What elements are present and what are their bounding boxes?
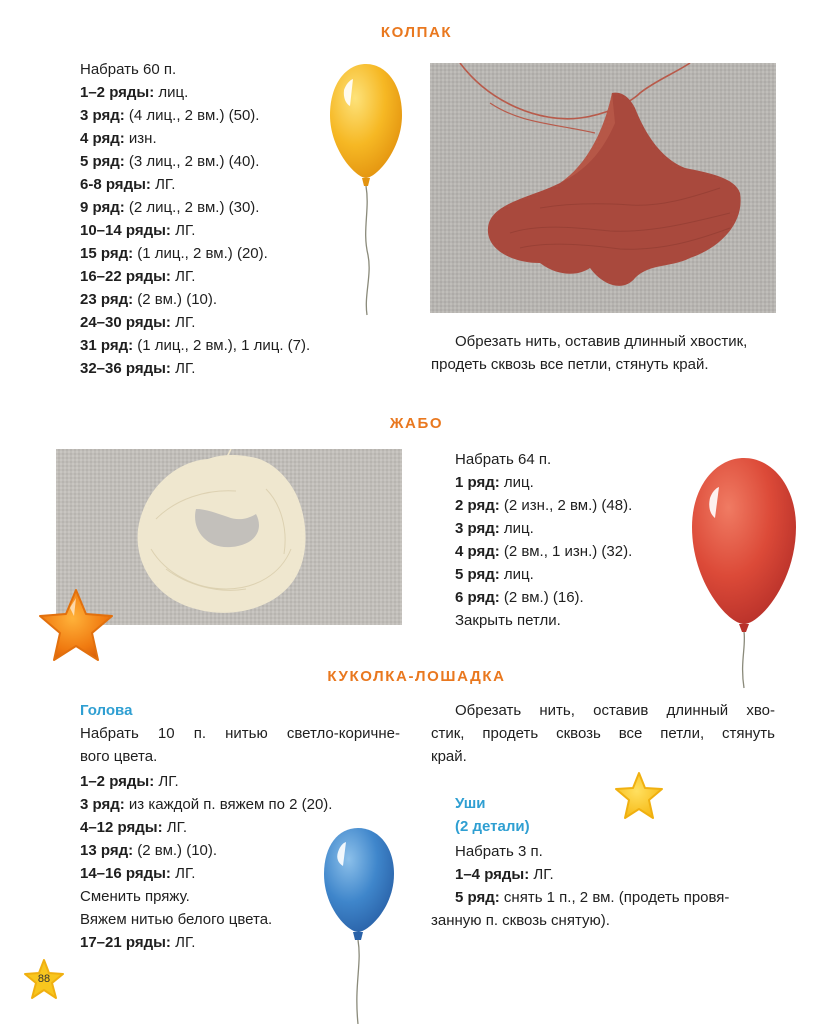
row-label: 5 ряд:: [80, 153, 125, 170]
head-instructions: [80, 770, 332, 954]
row-text: лиц.: [154, 84, 189, 101]
row-text: (2 вм.) (10).: [133, 842, 218, 859]
instruction-row: [80, 816, 332, 839]
row-label: 23 ряд:: [80, 291, 134, 308]
row-label: 10–14 ряды:: [80, 222, 171, 239]
kolpak-note-line2: продеть сквозь все петли, стянуть край.: [431, 356, 709, 373]
instruction-row: [455, 540, 632, 563]
zhabo-instructions: [455, 448, 632, 632]
instruction-row: [80, 839, 332, 862]
row-label: 6-8 ряды:: [80, 176, 151, 193]
row-text: ЛГ.: [162, 819, 188, 836]
instruction-row: [80, 81, 310, 104]
row-text: ЛГ.: [154, 773, 179, 790]
instruction-row: [80, 265, 310, 288]
kolpak-instructions: [80, 58, 310, 380]
row-label: 17–21 ряды:: [80, 934, 171, 951]
row-text: снять 1 п., 2 вм. (продеть провя-: [499, 889, 730, 906]
row-label: 1–4 ряды:: [455, 866, 530, 883]
instruction-row: [80, 150, 310, 173]
row-text: (4 лиц., 2 вм.) (50).: [124, 107, 260, 124]
instruction-row: [80, 104, 310, 127]
row-text: Набрать 3 п.: [455, 843, 543, 860]
head-subtitle: Голова: [80, 702, 133, 719]
row-label: 24–30 ряды:: [80, 314, 171, 331]
row-label: 16–22 ряды:: [80, 268, 171, 285]
row-text: занную п. сквозь снятую).: [431, 912, 610, 929]
row-text: ЛГ.: [170, 865, 196, 882]
instruction-row: [80, 288, 310, 311]
row-text: ЛГ.: [150, 176, 176, 193]
row-label: 4 ряд:: [80, 130, 125, 147]
row-text: лиц.: [499, 474, 534, 491]
section-title-zhabo: ЖАБО: [389, 415, 444, 432]
head-intro-line1: Набрать 10 п. нитью светло-коричне-: [80, 725, 400, 742]
instruction-row: [80, 357, 310, 380]
red-balloon-icon: [688, 452, 800, 692]
instruction-row: [455, 494, 632, 517]
row-text: из каждой п. вяжем по 2 (20).: [124, 796, 333, 813]
row-text: ЛГ.: [529, 866, 554, 883]
kukolka-note-line2: стик, продеть сквозь все петли, стянуть: [431, 725, 775, 742]
instruction-row: [80, 770, 332, 793]
instruction-row: [455, 517, 632, 540]
page-number: 88: [37, 973, 51, 985]
instruction-row: [80, 931, 332, 954]
row-text: ЛГ.: [170, 222, 196, 239]
instruction-row: [80, 219, 310, 242]
instruction-row: [80, 885, 332, 908]
row-text: Набрать 64 п.: [455, 451, 552, 468]
kolpak-note-line1: Обрезать нить, оставив длинный хвостик,: [455, 333, 748, 350]
section-title-kolpak: КОЛПАК: [380, 24, 453, 41]
row-label: 32–36 ряды:: [80, 360, 171, 377]
row-text: лиц.: [499, 566, 534, 583]
row-label: 13 ряд:: [80, 842, 134, 859]
row-text: (2 вм., 1 изн.) (32).: [499, 543, 633, 560]
instruction-row: [80, 862, 332, 885]
instruction-row: [80, 196, 310, 219]
instruction-row: [455, 448, 632, 471]
instruction-row: [80, 908, 332, 931]
instruction-row: [80, 793, 332, 816]
ears-count: (2 детали): [455, 818, 530, 835]
row-label: 9 ряд:: [80, 199, 125, 216]
instruction-row: [80, 58, 310, 81]
row-text: (1 лиц., 2 вм.), 1 лиц. (7).: [133, 337, 311, 354]
row-label: 14–16 ряды:: [80, 865, 171, 882]
instruction-row: [80, 242, 310, 265]
row-text: Закрыть петли.: [455, 612, 561, 629]
yellow-star-icon: [612, 770, 666, 822]
row-text: (2 изн., 2 вм.) (48).: [499, 497, 633, 514]
row-label: 1 ряд:: [455, 474, 500, 491]
row-label: 5 ряд:: [455, 566, 500, 583]
row-label: 31 ряд:: [80, 337, 134, 354]
instruction-row: [80, 127, 310, 150]
row-text: лиц.: [499, 520, 534, 537]
instruction-row: [455, 840, 729, 863]
section-title-kukolka: КУКОЛКА-ЛОШАДКА: [327, 668, 506, 685]
blue-balloon-icon: [320, 824, 400, 1024]
row-text: (2 лиц., 2 вм.) (30).: [124, 199, 260, 216]
kukolka-note-line3: край.: [431, 748, 467, 765]
row-label: 4 ряд:: [455, 543, 500, 560]
kukolka-note-line1: Обрезать нить, оставив длинный хво-: [455, 702, 775, 719]
instruction-row: [455, 609, 632, 632]
instruction-row: [455, 863, 729, 886]
row-label: 3 ряд:: [80, 796, 125, 813]
ears-instructions: [431, 840, 730, 932]
row-label: 3 ряд:: [455, 520, 500, 537]
row-label: 4–12 ряды:: [80, 819, 163, 836]
row-label: 1–2 ряды:: [80, 773, 155, 790]
row-label: 6 ряд:: [455, 589, 500, 606]
row-text: изн.: [124, 130, 157, 147]
row-text: Сменить пряжу.: [80, 888, 190, 905]
row-label: 15 ряд:: [80, 245, 134, 262]
head-intro-line2: вого цвета.: [80, 748, 158, 765]
page-number-badge: [22, 958, 66, 1002]
instruction-row: [455, 886, 729, 909]
row-text: ЛГ.: [170, 314, 196, 331]
row-text: Набрать 60 п.: [80, 61, 177, 78]
row-text: (3 лиц., 2 вм.) (40).: [124, 153, 260, 170]
instruction-row: [80, 173, 310, 196]
row-text: (2 вм.) (16).: [499, 589, 584, 606]
row-text: (1 лиц., 2 вм.) (20).: [133, 245, 268, 262]
row-text: (2 вм.) (10).: [133, 291, 218, 308]
row-label: 2 ряд:: [455, 497, 500, 514]
row-text: Вяжем нитью белого цвета.: [80, 911, 273, 928]
instruction-row: [455, 471, 632, 494]
row-label: 1–2 ряды:: [80, 84, 155, 101]
instruction-row: [455, 563, 632, 586]
yellow-balloon-icon: [326, 60, 406, 320]
instruction-row: [80, 311, 310, 334]
row-label: 5 ряд:: [455, 889, 500, 906]
row-label: 3 ряд:: [80, 107, 125, 124]
instruction-row: [431, 909, 729, 932]
row-text: ЛГ.: [170, 934, 196, 951]
row-text: ЛГ.: [170, 360, 196, 377]
row-text: ЛГ.: [170, 268, 196, 285]
knitted-hat-photo: [430, 63, 776, 313]
orange-star-icon: [34, 586, 118, 666]
instruction-row: [455, 586, 632, 609]
instruction-row: [80, 334, 310, 357]
ears-subtitle: Уши: [455, 795, 486, 812]
